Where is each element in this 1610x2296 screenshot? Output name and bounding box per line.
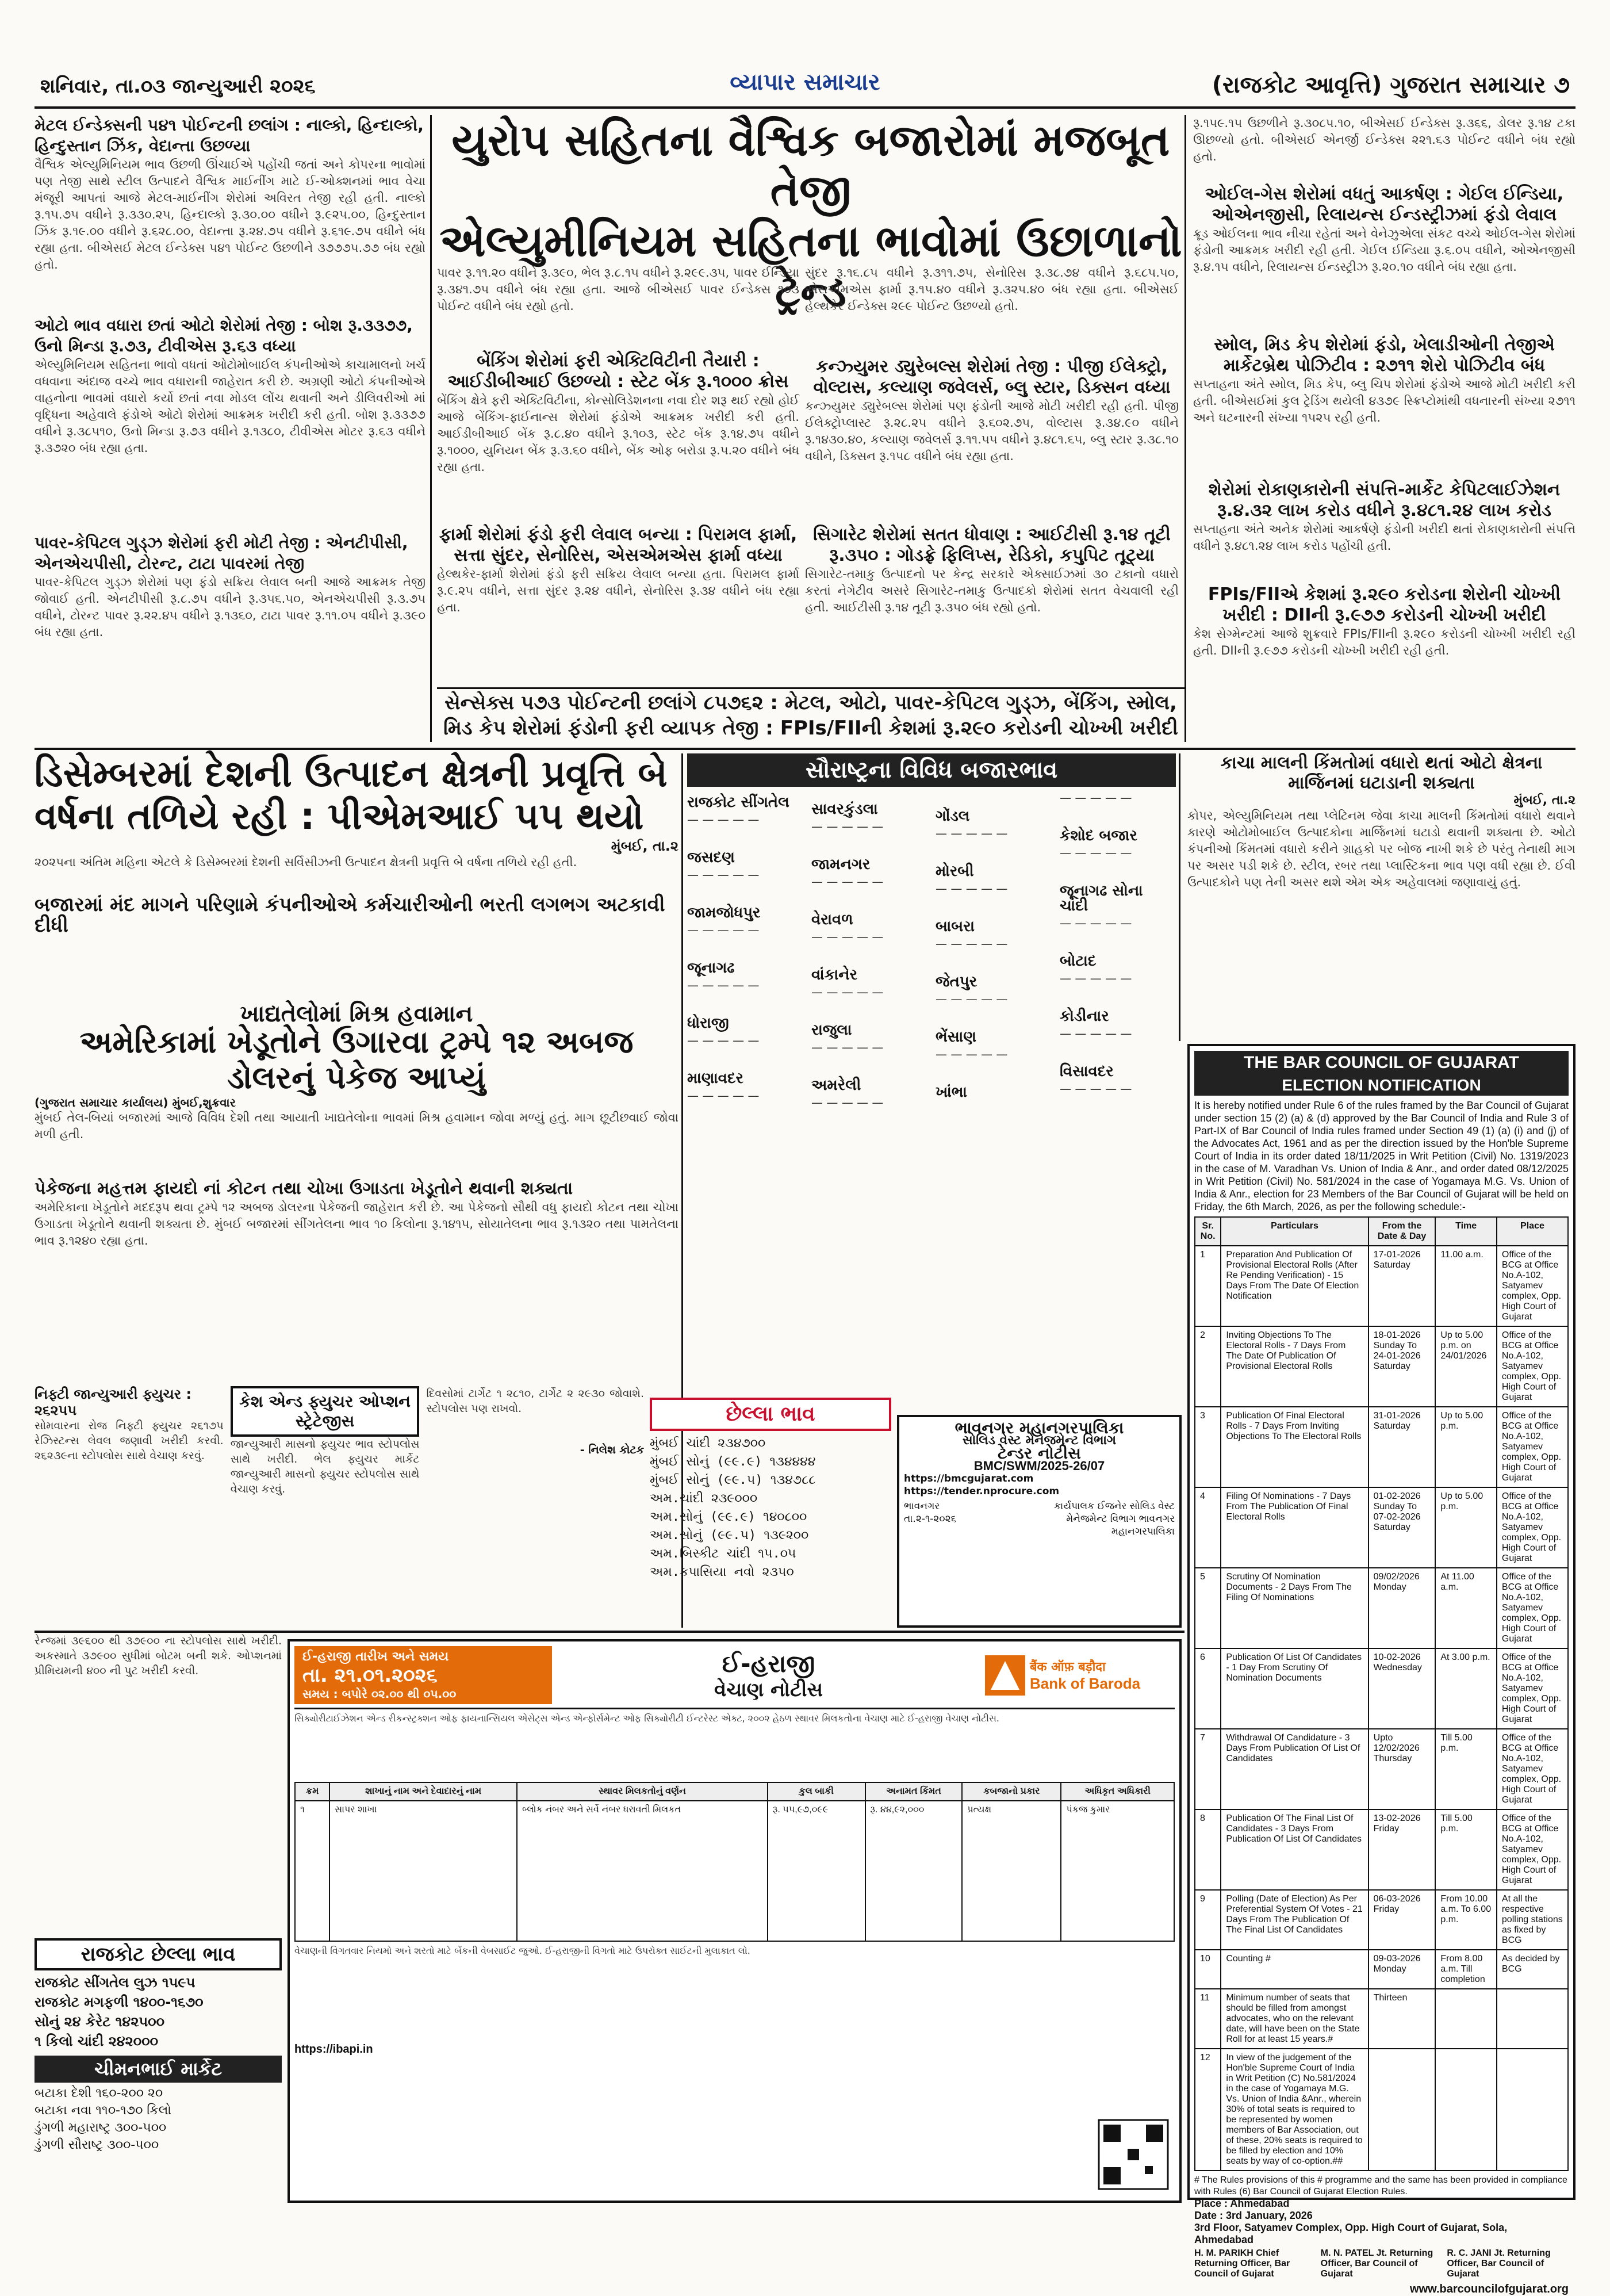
table-row bbox=[1195, 1648, 1568, 1729]
lead-headline-line-1: યુરોપ સહિતના વૈશ્વિક બજારોમાં મજબૂત તેજી bbox=[451, 114, 1170, 216]
bcg-table-header-cell: Sr. No. bbox=[1195, 1217, 1221, 1246]
market-city: ધોરાજી bbox=[687, 1015, 729, 1032]
bcg-table-cell: Scrutiny Of Nomination Documents - 2 Days From The Filing Of Nominations bbox=[1221, 1568, 1368, 1648]
bcg-table-cell: At 3.00 p.m. bbox=[1435, 1648, 1497, 1729]
fertilizer-intro: મુંબઈ તેલ-બિયાં બજારમાં આજે વિવિધ દેશી તથા આયાતી ખાદ્યતેલોના ભાવમાં મિશ્ર હવામાન જોવા મળ્યું હતું. માગ છૂટીછવાઈ જોવા મળી હતી. bbox=[34, 1111, 678, 1142]
bob-th: કબજાનો પ્રકાર bbox=[962, 1782, 1061, 1801]
market-city: સાવરકુંડલા bbox=[811, 801, 878, 818]
bcg-table-cell bbox=[1497, 2049, 1568, 2171]
bcg-table-cell: Inviting Objections To The Electoral Rolls - 7 Days From The Date Of Publication Of Provisional Electoral Rolls bbox=[1221, 1326, 1368, 1407]
pmi-sub: બજારમાં મંદ માગને પરિણામે કંપનીઓએ કર્મચારીઓની ભરતી લગભગ અટકાવી દીધી bbox=[34, 893, 665, 937]
right-column bbox=[1193, 115, 1575, 742]
market-city: ગોંડલ bbox=[936, 808, 970, 825]
market-city: જૂનાગઢ bbox=[687, 959, 735, 977]
bmc-title: ટેન્ડર નોટીસ bbox=[998, 1444, 1081, 1463]
bob-terms: વેચાણની વિગતવાર નિયમો અને શરતો માટે બેંકની વેબસાઈટ જુઓ. ઈ-હરાજીની વિગતો માટે ઉપરોક્ત સાઈટની મુલાકાત લો. bbox=[294, 1945, 750, 1956]
bcg-table-cell: Publication Of Final Electoral Rolls - 7 Days From Inviting Objections To The Electoral Rolls bbox=[1221, 1407, 1368, 1487]
bcg-signatories bbox=[1194, 2248, 1569, 2279]
bob-property-table bbox=[294, 1782, 1175, 1942]
list-item: સોનું ૨૪ કેરેટ ૧૪૨૫૦૦ bbox=[34, 2014, 165, 2030]
bcg-table-cell: Office of the BCG at Office No.A-102, Satyamev complex, Opp. High Court of Gujarat bbox=[1497, 1326, 1568, 1407]
last-prices-title: છેલ્લા ભાવ bbox=[650, 1398, 891, 1431]
list-item: રાજકોટ સીંગતેલ લુઝ ૧૫૯૫ bbox=[34, 1974, 195, 1991]
bob-th: અનામત કિંમત bbox=[865, 1782, 963, 1801]
oil-body: ક્રૂડ ઓઈલના ભાવ નીચા રહેતાં અને વેનેઝુએલા સંકટ વચ્ચે ઓઈલ-ગેસ શેરોમાં ફંડોની આક્રમક ખરીદી રહી હતી. ગેઈલ ઈન્ડિયા રૂ.૬.૦૫ વધીને, ઓએનજીસી રૂ.૪.૧૫ વધીને, રિલાયન્સ ઈન્ડસ્ટ્રીઝ રૂ.૨૦.૧૦ વધીને બંધ રહ્યા હતા. bbox=[1193, 227, 1575, 274]
table-row bbox=[1195, 1487, 1568, 1568]
table-row bbox=[1195, 1989, 1568, 2049]
bcg-schedule-table bbox=[1194, 1216, 1569, 2171]
mcap-kicker: શેરોમાં રોકાણકારોની સંપત્તિ-માર્કેટ કેપિટલાઈઝેશન રૂ.૪.૩૨ લાખ કરોડ વધીને રૂ.૪૮૧.૨૪ લાખ કરોડ bbox=[1208, 480, 1561, 521]
pmi-intro: ૨૦૨૫ના અંતિમ મહિના એટલે કે ડિસેમ્બરમાં દેશની સર્વિસીઝની ઉત્પાદન ક્ષેત્રની પ્રવૃત્તિ બે વર્ષના તળિયે રહી હતી. bbox=[34, 855, 577, 870]
table-row bbox=[295, 1801, 1174, 1941]
lead-col-a bbox=[437, 265, 799, 684]
bob-bank-hindi: बैंक ऑफ़ बड़ौदा bbox=[1030, 1660, 1106, 1674]
mcap-body: સપ્તાહના અંતે અનેક શેરોમાં આકર્ષણે ફંડોની ખરીદી થતાં રોકાણકારોની સંપત્તિ વધીને રૂ.૪૮૧.૨૪ લાખ કરોડ પહોંચી હતી. bbox=[1193, 522, 1575, 553]
bcg-table-cell: Thirteen bbox=[1368, 1989, 1436, 2049]
last-prices-box bbox=[650, 1398, 891, 1628]
bcg-table-header-cell: Place bbox=[1497, 1217, 1568, 1246]
bcg-table-cell: 6 bbox=[1195, 1648, 1221, 1729]
table-row bbox=[1195, 1326, 1568, 1407]
bmc-tender-site[interactable]: https://tender.nprocure.com bbox=[904, 1486, 1060, 1497]
market-city-prices: — — — — — bbox=[1060, 916, 1132, 930]
bob-cell: પંકજ કુમાર bbox=[1061, 1801, 1174, 1941]
bob-intro: સિક્યોરીટાઈઝેશન એન્ડ રીકન્સ્ટ્રક્શન ઓફ ફાયનાન્સિયલ એસેટ્સ એન્ડ એન્ફોર્સમેન્ટ ઓફ સિક્યોરીટી ઈન્ટરેસ્ટ એક્ટ, ૨૦૦૨ હેઠળ સ્થાવર મિલકતોના વેચાણ માટે ઈ-હરાજી વેચાણ નોટીસ. bbox=[294, 1713, 1000, 1724]
list-item: અમ.બિસ્કીટ ચાંદી ૧૫.૦૫ bbox=[650, 1547, 796, 1561]
list-item: અમ.સોનું (૯૯.૯) ૧૪૦૮૦૦ bbox=[650, 1510, 807, 1524]
futures-row bbox=[34, 1386, 644, 1625]
rajkot-intro: રેન્જમાં ૩૯૬૦૦ થી ૩૭૯૦૦ ના સ્ટોપલોસ સાથે ખરીદી. અકસ્માતે ૩૭૯૦૦ સુધીમાં બોટમ બની શકે. ઓપ્શનમાં પ્રીમિયમની ૪૦૦ ની પુટ ખરીદી કરવી. bbox=[34, 1635, 282, 1677]
fpi-kicker: FPIs/FIIએ કેશમાં રૂ.૨૯૦ કરોડના શેરોની ચોખ્ખી ખરીદી : DIIની રૂ.૯૭૭ કરોડની ચોખ્ખી ખરીદી bbox=[1208, 584, 1561, 625]
market-city: ખાંભા bbox=[936, 1084, 967, 1101]
bcg-table-cell: Polling (Date of Election) As Per Preferential System Of Votes - 21 Days From The Publication Of The Final List Of Candidates bbox=[1221, 1890, 1368, 1950]
table-row bbox=[1195, 2049, 1568, 2171]
market-city-prices: — — — — — bbox=[936, 1047, 1008, 1061]
masthead-date: શનિવાર, તા.૦૩ જાન્યુઆરી ૨૦૨૬ bbox=[40, 75, 316, 98]
market-city-prices: — — — — — bbox=[687, 1034, 760, 1047]
bcg-signatory: R. C. JANI Jt. Returning Officer, Bar Council of Gujarat bbox=[1447, 2248, 1551, 2279]
bcg-table-cell: 11 bbox=[1195, 1989, 1221, 2049]
market-city: રાજકોટ સીંગતેલ bbox=[687, 794, 789, 811]
market-city: બાબરા bbox=[936, 918, 975, 935]
bcg-table-cell: Withdrawal Of Candidature - 3 Days From Publication Of List Of Candidates bbox=[1221, 1729, 1368, 1809]
market-city: રાજુલા bbox=[811, 1021, 852, 1039]
bcg-table-cell: 5 bbox=[1195, 1568, 1221, 1648]
cigarette-body: સિગારેટ-તમાકુ ઉત્પાદનો પર કેન્દ્ર સરકારે એક્સાઈઝમાં ૩૦ ટકાનો વધારો કરતાં નેગેટીવ અસરે સિગારેટ-તમાકુ ઉત્પાદકો શેરોમાં સતત વેચવાલી રહી હતી. આઈટીસી રૂ.૧૪ તૂટી રૂ.૩૫૦ બંધ રહ્યો હતો. bbox=[805, 567, 1179, 614]
list-item: અમ.કપાસિયા નવો ૨૩૫૦ bbox=[650, 1565, 794, 1579]
bcg-table-cell: At 11.00 a.m. bbox=[1435, 1568, 1497, 1648]
bob-logo-icon bbox=[985, 1655, 1025, 1696]
fertilizer-story bbox=[34, 1001, 678, 1383]
bcg-table-cell: Office of the BCG at Office No.A-102, Satyamev complex, Opp. High Court of Gujarat bbox=[1497, 1809, 1568, 1890]
market-city: જેતપુર bbox=[936, 973, 977, 990]
market-city-prices: — — — — — bbox=[936, 992, 1008, 1006]
rajkot-column bbox=[34, 1633, 282, 2209]
lead-body-b: સુંદર રૂ.૧૬.૮૫ વધીને રૂ.૩૧૧.૭૫, સેનોરિસ રૂ.૩૮.૭૪ વધીને રૂ.૬૮૫.૫૦, એસએમએસ ફાર્મા રૂ.૧૫.૪૦ વધીને રૂ.૩૨૫.૪૦ બંધ રહ્યા હતા. બીએસઈ હેલ્થકેર ઈન્ડેક્સ ૨૯૯ પોઈન્ટ ઉછળ્યો હતો. bbox=[805, 266, 1179, 313]
bcg-table-cell: 2 bbox=[1195, 1326, 1221, 1407]
bob-cell: પ્રત્યક્ષ bbox=[962, 1801, 1061, 1941]
market-city-prices: — — — — — bbox=[936, 882, 1008, 896]
consumer-kicker: કન્ઝ્યુમર ડ્યુરેબલ્સ શેરોમાં તેજી : પીજી ઈલેક્ટ્રો, વોલ્ટાસ, કલ્યાણ જવેલર્સ, બ્લુ સ્ટાર, ડિક્સન વધ્યા bbox=[813, 357, 1171, 397]
market-city-prices: — — — — — bbox=[811, 930, 884, 944]
metal-price-dateline: મુંબઈ, તા.૨ bbox=[1513, 793, 1575, 808]
metal-price-body: કોપર, એલ્યુમિનિયમ તથા પ્લેટિનમ જેવા કાચા માલની કિંમતોમાં વધારો થવાને કારણે ઓટોમોબાઈલ ઉત્પાદકોના માર્જિનમાં ઘટાડો થવાની શક્યતા છે. ઓટો કંપનીઓ કિંમતમાં વધારો કરીને ગ્રાહકો પર બોજ નાખી શકે છે પરંતુ તેનાથી માગ પર અસર પડી શકે છે. સ્ટીલ, રબર તથા પ્લાસ્ટિકના ભાવ પણ વધી રહ્યા છે. ઈવી ઉત્પાદકોને પણ તેની અસર થશે એમ એક અહેવાલમાં જણાવાયું હતું. bbox=[1187, 809, 1575, 889]
edition-label: (રાજકોટ આવૃત્તિ) ગુજરાત સમાચાર ૭ bbox=[1212, 72, 1570, 98]
bob-cell: રૂ. ૫૫,૯૭,૦૯૯ bbox=[768, 1801, 865, 1941]
column-divider bbox=[430, 115, 432, 742]
bcg-table-cell: Office of the BCG at Office No.A-102, Satyamev complex, Opp. High Court of Gujarat bbox=[1497, 1246, 1568, 1326]
market-city-prices: — — — — — bbox=[1060, 846, 1132, 860]
bob-bank-name: Bank of Baroda bbox=[1030, 1675, 1141, 1692]
bcg-table-cell: 09/02/2026 Monday bbox=[1368, 1568, 1436, 1648]
table-row bbox=[1195, 1246, 1568, 1326]
metal-kicker: મેટલ ઈન્ડેક્સની ૫૪૧ પોઈન્ટની છલાંગ : નાલ્કો, હિન્દાલ્કો, હિન્દુસ્તાન ઝિંક, વેદાન્તા ઉછળ્યા bbox=[34, 116, 424, 155]
market-city: વાંકાનેર bbox=[811, 966, 858, 984]
bottom-rule bbox=[34, 1631, 1184, 1633]
bmc-ref: BMC/SWM/2025-26/07 bbox=[973, 1459, 1105, 1473]
bcg-table-cell: Preparation And Publication Of Provisional Electoral Rolls (After Re Pending Verification) - 15 Days From The Date Of Election Notification bbox=[1221, 1246, 1368, 1326]
market-city-prices: — — — — — bbox=[811, 985, 884, 999]
table-row bbox=[1195, 1729, 1568, 1809]
bcg-website[interactable]: www.barcouncilofgujarat.org bbox=[1410, 2283, 1569, 2295]
bcg-table-cell bbox=[1368, 2049, 1436, 2171]
bcg-table-cell: 9 bbox=[1195, 1890, 1221, 1950]
list-item: બટાકા નવા ૧૧૦-૧૭૦ કિલો bbox=[34, 2103, 171, 2118]
bob-th: કુલ બાકી bbox=[768, 1782, 865, 1801]
bob-cell: રૂ. ૪૪,૯૨,૦૦૦ bbox=[865, 1801, 963, 1941]
bcg-table-cell bbox=[1497, 1989, 1568, 2049]
futures-left bbox=[34, 1386, 224, 1625]
bob-date-block bbox=[294, 1646, 552, 1704]
bob-cell: સાપર શાખા bbox=[329, 1801, 517, 1941]
market-city: બોટાદ bbox=[1060, 952, 1097, 970]
list-item: મુંબઈ ચાંદી ૨૩૪૭૦૦ bbox=[650, 1436, 766, 1451]
list-item: ડુંગળી સૌરાષ્ટ્ર ૩૦૦-૫૦૦ bbox=[34, 2138, 159, 2152]
table-row bbox=[1195, 1950, 1568, 1989]
bob-th: સ્થાવર મિલકતોનું વર્ણન bbox=[517, 1782, 768, 1801]
bcg-table-cell: Minimum number of seats that should be filled from amongst advocates, who on the relevant date, will have been on the State Roll for at least 15 years.# bbox=[1221, 1989, 1368, 2049]
bmc-date: તા.૨-૧-૨૦૨૬ bbox=[904, 1513, 957, 1525]
bcg-table-cell: 31-01-2026 Saturday bbox=[1368, 1407, 1436, 1487]
bcg-table-cell: Publication Of The Final List Of Candidates - 3 Days From Publication Of List Of Candidates bbox=[1221, 1809, 1368, 1890]
bcg-table-cell: Up to 5.00 p.m. bbox=[1435, 1487, 1497, 1568]
section-rule bbox=[34, 748, 1575, 750]
pmi-story bbox=[34, 753, 678, 1001]
bcg-table-cell: Publication Of List Of Candidates - 1 Day From Scrutiny Of Nomination Documents bbox=[1221, 1648, 1368, 1729]
bmc-org: ભાવનગર મહાનગરપાલિકા bbox=[954, 1418, 1124, 1437]
market-city: અમરેલી bbox=[811, 1077, 861, 1094]
chimanbhai-title: ચીમનભાઈ માર્કેટ bbox=[34, 2056, 282, 2083]
bob-th: શાખાનું નામ અને દેવાદારનું નામ bbox=[329, 1782, 517, 1801]
table-row bbox=[1195, 1568, 1568, 1648]
bcg-table-cell: Office of the BCG at Office No.A-102, Satyamev complex, Opp. High Court of Gujarat bbox=[1497, 1487, 1568, 1568]
bcg-table-cell: Office of the BCG at Office No.A-102, Satyamev complex, Opp. High Court of Gujarat bbox=[1497, 1729, 1568, 1809]
cigarette-kicker: સિગારેટ શેરોમાં સતત ધોવાણ : આઈટીસી રૂ.૧૪ તૂટી રૂ.૩૫૦ : ગોડફ્રે ફિલિપ્સ, રેડિકો, કપુપિટ તૂટ્યા bbox=[813, 525, 1171, 565]
bcg-table-cell: 17-01-2026 Saturday bbox=[1368, 1246, 1436, 1326]
section-title: વ્યાપાર સમાચાર bbox=[730, 69, 880, 95]
fertilizer-kicker: ખાદ્યતેલોમાં મિશ્ર હવામાન bbox=[240, 1001, 473, 1027]
bcg-signatory: H. M. PARIKH Chief Returning Officer, Bar Council of Gujarat bbox=[1194, 2248, 1290, 2279]
pmi-headline: ડિસેમ્બરમાં દેશની ઉત્પાદન ક્ષેત્રની પ્રવૃત્તિ બે વર્ષના તળિયે રહી : પીએમઆઈ ૫૫ થયો bbox=[34, 753, 668, 838]
bcg-intro: It is hereby notified under Rule 6 of the rules framed by the Bar Council of Gujarat under section 15 (2) (a) & (d) approved by the Bar Council of India and Rule 3 of Part-IX of Bar Council of India rules framed under Section 49 (1) (a) (i) and (j) of the Advocates Act, 1961 and as per the direction issued by the Hon'ble Supreme Court of India in its order dated 18/11/2025 in Writ Petition (Civil) No. 1319/2023 in the case of M. Varadhan Vs. Union of India & Anr., and order dated 08/12/2025 in Writ Petition (Civil) No. 581/2024 in the case of Yogamaya M.G. Vs. Union of India & Anr., election for 23 Members of the Bar Council of Gujarat will be held on Friday, the 6th March, 2026, as per the following schedule:- bbox=[1194, 1100, 1569, 1212]
last-prices-list bbox=[650, 1434, 891, 1582]
bcg-subtitle: ELECTION NOTIFICATION bbox=[1194, 1075, 1569, 1096]
bob-th: અધિકૃત અધિકારી bbox=[1061, 1782, 1174, 1801]
bcg-table-header bbox=[1195, 1217, 1568, 1246]
market-city-prices: — — — — — bbox=[1060, 791, 1132, 805]
futures-body: જાન્યુઆરી માસનો ફ્યુચર ભાવ સ્ટોપલોસ સાથે ખરીદી. ભેલ ફ્યુચર માર્કેટ જાન્યુઆરી માસનો ફ્યુચર સ્ટોપલોસ સાથે વેચાણ કરવું. bbox=[230, 1438, 420, 1495]
bcg-table-cell: Up to 5.00 p.m. bbox=[1435, 1407, 1497, 1487]
sensex-banner: સેન્સેક્સ ૫૭૩ પોઈન્ટની છલાંગે ૮૫૭૬૨ : મેટલ, ઓટો, પાવર-કેપિટલ ગુડ્ઝ, બેંકિંગ, સ્મોલ, મિડ કેપ શેરોમાં ફંડોની ફરી વ્યાપક તેજી : FPIs/FIIની કેશમાં રૂ.૨૯૦ કરોડની ચોખ્ખી ખરીદી bbox=[443, 691, 1178, 740]
bcg-table-cell: 06-03-2026 Friday bbox=[1368, 1890, 1436, 1950]
metal-price-story bbox=[1187, 753, 1575, 1041]
market-city: મોરબી bbox=[936, 863, 974, 880]
market-city: માણાવદર bbox=[687, 1070, 743, 1087]
market-city-prices: — — — — — bbox=[687, 1089, 760, 1103]
bob-website[interactable]: https://ibapi.in bbox=[294, 2043, 373, 2056]
bob-auction: ઈ-હરાજી bbox=[722, 1649, 815, 1678]
table-row bbox=[1195, 1890, 1568, 1950]
bob-title-block bbox=[559, 1650, 978, 1701]
bank-body: બેંકિંગ ક્ષેત્રે ફરી એક્ટિવિટીના, કોન્સોલિડેશનના નવા દોર શરૂ થઈ રહ્યો હોઈ આજે બેંકિંગ-ફાઈનાન્સ શેરોમાં ફંડોએ આક્રમક ખરીદી કરી હતી. આઈડીબીઆઈ બેંક રૂ.૮.૪૦ વધીને રૂ.૧૦૩, સ્ટેટ બેંક રૂ.૧૪.૭૫ વધીને રૂ.૧૦૦૦, યુનિયન બેંક રૂ.૩.૬૦ વધીને, બેંક ઓફ બરોડા રૂ.૫.૨૦ વધીને બંધ રહ્યા હતા. bbox=[437, 393, 799, 474]
right-body-a: રૂ.૧૫૯.૧૫ ઉછળીને રૂ.૩૦૮૫.૧૦, બીએસઈ ઈન્ડેક્સ રૂ.૩૬૬, ડોલર રૂ.૧૪ ટકા ઊછળ્યો હતો. બીએસઈ એનર્જી ઈન્ડેક્સ ૨૨૧.૬૩ પોઈન્ટ વધીને બંધ રહ્યો હતો. bbox=[1193, 116, 1575, 163]
bob-notice bbox=[288, 1639, 1182, 2203]
bob-time: સમય : બપોરે ૦૨.૦૦ થી ૦૫.૦૦ bbox=[302, 1687, 457, 1701]
bcg-table-cell: As decided by BCG bbox=[1497, 1950, 1568, 1989]
auto-body: એલ્યુમિનિયમ સહિતના ભાવો વધતાં ઓટોમોબાઈલ કંપનીઓએ કાચામાલનો ખર્ચ વધવાના અંદાજ વચ્ચે ભાવ વધારાની જાહેરાત કરી છે. અગ્રણી ઓટો કંપનીઓએ વાહનોના ભાવમાં વધારો કર્યો છતાં નવા મોડલ લોંચ થવાની અને ડીલિવરીઓ માં વૃદ્ધિના અહેવાલે ફંડોએ ઓટો શેરોમાં આક્રમક ખરીદી કરી હતી. બોશ રૂ.૩૩૭૭ વધીને રૂ.૩૮૫૧૦, ઉનો મિન્ડા રૂ.૭૩ વધીને રૂ.૧૩૮૦, ટીવીએસ મોટર રૂ.૬૩ વધીને રૂ.૩૭૨૦ બંધ રહ્યા હતા. bbox=[34, 358, 425, 455]
rajkot-title: રાજકોટ છેલ્લા ભાવ bbox=[34, 1938, 282, 1970]
market-city: વિસાવદર bbox=[1060, 1063, 1114, 1080]
bcg-table-cell: 3 bbox=[1195, 1407, 1221, 1487]
bcg-table-cell: Filing Of Nominations - 7 Days From The Publication Of Final Electoral Rolls bbox=[1221, 1487, 1368, 1568]
qr-code-icon[interactable] bbox=[1099, 2120, 1168, 2189]
fertilizer-body: અમેરિકાના ખેડૂતોને મદદરૂપ થવા ટ્રમ્પે ૧૨ અબજ ડોલરના પેકેજની જાહેરાત કરી છે. આ પેકેજનો સૌથી વધુ ફાયદો કોટન તથા ચોખા ઉગાડતા ખેડૂતોને થવાની શક્યતા છે. મુંબઈ બજારમાં સીંગતેલના ભાવ ૧૦ કિલોના રૂ.૧૪૧૫, સોયાતેલના ભાવ રૂ.૧૩૨૦ તથા પામતેલના ભાવ રૂ.૧૨૪૦ રહ્યા હતા. bbox=[34, 1200, 678, 1248]
power-body: પાવર-કેપિટલ ગુડ્ઝ શેરોમાં પણ ફંડો સક્રિય લેવાલ બની આજે આક્રમક તેજી જોવાઈ હતી. એનટીપીસી રૂ.૮.૭૫ વધીને રૂ.૩૫૬.૫૦, એનએચપીસી રૂ.૩.૭૫ વધીને, ટોરન્ટ પાવર રૂ.૨૨.૪૫ વધીને રૂ.૧૩૬૦, ટાટા પાવર રૂ.૧૧.૦૫ વધીને રૂ.૩૯૦ બંધ રહ્યા હતા. bbox=[34, 575, 425, 639]
market-city: કોડીનાર bbox=[1060, 1008, 1109, 1025]
market-city: જૂનાગઢ સોના ચાંદી bbox=[1060, 882, 1143, 914]
bcg-table-cell bbox=[1435, 1989, 1497, 2049]
market-city-prices: — — — — — bbox=[936, 826, 1008, 840]
lead-col-b bbox=[805, 265, 1179, 684]
rajkot-list bbox=[34, 1973, 282, 2051]
fertilizer-dateline: (ગુજરાત સમાચાર કાર્યાલય) મુંબઈ,શુક્રવાર bbox=[34, 1096, 236, 1110]
market-prices-title: સૌરાષ્ટ્રના વિવિધ બજારભાવ bbox=[687, 753, 1176, 787]
bank-kicker: બેંકિંગ શેરોમાં ફરી એક્ટિવિટીની તૈયારી : આઈડીબીઆઈ ઉછળ્યો : સ્ટેટ બેંક રૂ.૧૦૦૦ ક્રોસ bbox=[447, 351, 789, 392]
bob-cell: બ્લોક નંબર અને સર્વે નંબર ધરાવતી મિલકત bbox=[517, 1801, 768, 1941]
bcg-table-cell: Till 5.00 p.m. bbox=[1435, 1809, 1497, 1890]
market-city-prices: — — — — — bbox=[687, 978, 760, 992]
bob-logo bbox=[985, 1655, 1175, 1696]
bcg-address: 3rd Floor, Satyamev Complex, Opp. High Court of Gujarat, Sola, Ahmedabad bbox=[1194, 2222, 1508, 2245]
fertilizer-sub: પેકેજના મહત્તમ ફાયદો નાં કોટન તથા ચોખા ઉગાડતા ખેડૂતોને થવાની શક્યતા bbox=[34, 1178, 573, 1199]
market-city: વેરાવળ bbox=[811, 911, 853, 928]
power-kicker: પાવર-કેપિટલ ગુડ્ઝ શેરોમાં ફરી મોટી તેજી : એનટીપીસી, એનએચપીસી, ટોરન્ટ, ટાટા પાવરમાં તેજી bbox=[34, 533, 408, 573]
bmc-footer bbox=[904, 1500, 1175, 1538]
list-item: ડુંગળી મહારાષ્ટ્ર ૩૦૦-૫૦૦ bbox=[34, 2121, 167, 2135]
bcg-table-cell: 10 bbox=[1195, 1950, 1221, 1989]
pharma-kicker: ફાર્મા શેરોમાં ફંડો ફરી લેવાલ બન્યા : પિરામલ ફાર્મા, સત્તા સુંદર, સેનોરિસ, એસએમએસ ફાર્મા વધ્યા bbox=[439, 525, 798, 565]
masthead-rule bbox=[34, 106, 1575, 109]
bob-cell: ૧ bbox=[295, 1801, 329, 1941]
market-city: ભેંસાણ bbox=[936, 1028, 976, 1046]
bcg-table-cell: Office of the BCG at Office No.A-102, Satyamev complex, Opp. High Court of Gujarat bbox=[1497, 1568, 1568, 1648]
bcg-table-cell: From 10.00 a.m. To 6.00 p.m. bbox=[1435, 1890, 1497, 1950]
bcg-table-cell: 12 bbox=[1195, 2049, 1221, 2171]
market-city-prices: — — — — — bbox=[687, 813, 760, 826]
market-city: જામનગર bbox=[811, 856, 871, 873]
consumer-body: કન્ઝ્યુમર ડ્યુરેબલ્સ શેરોમાં પણ ફંડોની આજે મોટી ખરીદી રહી હતી. પીજી ઈલેક્ટ્રોપ્લાસ્ટ રૂ.૨૮.૨૫ વધીને રૂ.૬૦૨.૭૫, વોલ્ટાસ રૂ.૩૪.૯૦ વધીને રૂ.૧૪૩૦.૪૦, કલ્યાણ જવેલર્સ રૂ.૧૧.૫૫ વધીને રૂ.૪૮૧.૬૫, બ્લુ સ્ટાર રૂ.૩૮.૧૦ વધીને, ડિક્સન રૂ.૧૫૮ વધીને બંધ રહ્યા હતા. bbox=[805, 399, 1179, 463]
list-item: મુંબઈ સોનું (૯૯.૯) ૧૩૪૪૪૪ bbox=[650, 1455, 816, 1469]
bcg-table-cell: 13-02-2026 Friday bbox=[1368, 1809, 1436, 1890]
smallcap-kicker: સ્મોલ, મિડ કેપ શેરોમાં ફંડો, ખેલાડીઓની તેજીએ માર્કેટબ્રેથ પોઝિટીવ : ૨૭૧૧ શેરો પોઝિટીવ બંધ bbox=[1214, 335, 1555, 376]
bmc-dept: સોલિડ વેસ્ટ મેનેજમેન્ટ વિભાગ bbox=[962, 1433, 1117, 1448]
bcg-table-cell: 1 bbox=[1195, 1246, 1221, 1326]
market-city-prices: — — — — — bbox=[687, 923, 760, 937]
market-city-prices: — — — — — bbox=[811, 875, 884, 889]
bcg-table-cell: Till 5.00 p.m. bbox=[1435, 1729, 1497, 1809]
futures-right-body: દિવસોમાં ટાર્ગેટ ૧ ૨૮૧૦, ટાર્ગેટ ૨ ૨૯૩૦ જોવાશે. સ્ટોપલોસ પણ રાખવો. bbox=[426, 1387, 644, 1415]
market-city: કેશોદ બજાર bbox=[1060, 827, 1137, 844]
list-item: અમ.ચાંદી ૨૩૯૦૦૦ bbox=[650, 1491, 758, 1506]
bmc-website[interactable]: https://bmcgujarat.com bbox=[904, 1473, 1034, 1484]
left-column bbox=[34, 115, 425, 736]
column-divider bbox=[1184, 115, 1186, 742]
bcg-place: Place : Ahmedabad bbox=[1194, 2198, 1290, 2209]
lead-headline-line-2: એલ્યુમીનિયમ સહિતના ભાવોમાં ઉછાળાનો ટ્રેન્ડ bbox=[439, 215, 1182, 317]
bcg-table-cell bbox=[1435, 2049, 1497, 2171]
lead-body-a: પાવર રૂ.૧૧.૨૦ વધીને રૂ.૩૯૦, ભેલ રૂ.૮.૧૫ વધીને રૂ.૨૯૯.૩૫, પાવર ઈન્ડિયા રૂ.૩૪૧.૭૫ વધીને બંધ રહ્યા હતા. આજે બીએસઈ પાવર ઈન્ડેક્સ ૧૦૩ પોઈન્ટ વધીને બંધ રહ્યો હતો. bbox=[437, 266, 799, 313]
bcg-title: THE BAR COUNCIL OF GUJARAT bbox=[1194, 1051, 1569, 1075]
list-item: ૧ કિલો ચાંદી ૨૪૨૦૦૦ bbox=[34, 2033, 159, 2049]
table-row bbox=[1195, 1407, 1568, 1487]
bcg-table-cell: 8 bbox=[1195, 1809, 1221, 1890]
fpi-body: કેશ સેગ્મેન્ટમાં આજે શુક્રવારે FPIs/FIIની રૂ.૨૯૦ કરોડની ચોખ્ખી ખરીદી રહી હતી. DIIની રૂ.૯૭૭ કરોડની ચોખ્ખી ખરીદી રહી હતી. bbox=[1193, 627, 1575, 657]
bcg-table-cell: Counting # bbox=[1221, 1950, 1368, 1989]
bmc-place: ભાવનગર bbox=[904, 1501, 940, 1512]
bcg-table-header-cell: Particulars bbox=[1221, 1217, 1368, 1246]
bob-date: તા. ૨૧.૦૧.૨૦૨૬ bbox=[302, 1664, 438, 1687]
chimanbhai-list bbox=[34, 2085, 282, 2154]
bcg-table-cell: Upto 12/02/2026 Thursday bbox=[1368, 1729, 1436, 1809]
market-city-prices: — — — — — bbox=[1060, 971, 1132, 985]
bmc-place-date bbox=[904, 1500, 956, 1538]
bcg-table-cell: 01-02-2026 Sunday To 07-02-2026 Saturday bbox=[1368, 1487, 1436, 1568]
oil-kicker: ઓઈલ-ગેસ શેરોમાં વધતું આકર્ષણ : ગેઈલ ઈન્ડિયા, ઓએનજીસી, રિલાયન્સ ઈન્ડસ્ટ્રીઝમાં ફંડો લેવાલ bbox=[1205, 184, 1564, 225]
bob-title: ઈ-હરાજી તારીખ અને સમય bbox=[302, 1650, 449, 1664]
auto-kicker: ઓટો ભાવ વધારા છતાં ઓટો શેરોમાં તેજી : બોશ રૂ.૩૩૭૭, ઉનો મિન્ડા રૂ.૭૩, ટીવીએસ રૂ.૬૩ વધ્યા bbox=[34, 316, 413, 355]
list-item: અમ.સોનું (૯૯.૫) ૧૩૯૨૦૦ bbox=[650, 1528, 809, 1543]
fertilizer-headline: અમેરિકામાં ખેડૂતોને ઉગારવા ટ્રમ્પે ૧૨ અબજ ડોલરનું પેકેજ આપ્યું bbox=[79, 1024, 634, 1096]
market-city-list bbox=[687, 787, 1176, 1115]
bcg-table-cell: In view of the judgement of the Hon'ble Supreme Court of India in Writ Petition (C) No.581/2024 in the case of Yogamaya M.G. Vs. Union of India &Anr., wherein 30% of total seats is required to be represented by women members of Bar Association, out of these, 20% seats is required to be filled by election and 10% seats by way of co-option.## bbox=[1221, 2049, 1368, 2171]
market-city-prices: — — — — — bbox=[1060, 1082, 1132, 1096]
market-city-prices: — — — — — bbox=[811, 1096, 884, 1109]
sensex-rule bbox=[437, 687, 1184, 689]
bcg-notice bbox=[1187, 1044, 1575, 2295]
futures-title: કેશ એન્ડ ફ્યુચર ઓપ્શન સ્ટ્રેટેજીસ bbox=[231, 1386, 420, 1437]
bcg-signatory: M. N. PATEL Jt. Returning Officer, Bar Council of Gujarat bbox=[1320, 2248, 1433, 2279]
bcg-table-body bbox=[1195, 1246, 1568, 2171]
bob-header bbox=[294, 1646, 1175, 1709]
futures-mid bbox=[231, 1386, 420, 1625]
nifty-body: સોમવારના રોજ નિફ્ટી ફ્યુચર ૨૬૧૭૫ રેઝિસ્ટન્સ લેવલ જણાવી ખરીદી કરવી. ૨૬૨૩૯ના સ્ટોપલોસ સાથે વેચાણ કરવું. bbox=[34, 1419, 224, 1462]
list-item: મુંબઈ સોનું (૯૯.૫) ૧૩૪૭૮૮ bbox=[650, 1473, 816, 1487]
bcg-table-cell: Office of the BCG at Office No.A-102, Satyamev complex, Opp. High Court of Gujarat bbox=[1497, 1648, 1568, 1729]
market-city-prices: — — — — — bbox=[687, 868, 760, 882]
bcg-table-cell: 11.00 a.m. bbox=[1435, 1246, 1497, 1326]
bob-th: ક્રમ bbox=[295, 1782, 329, 1801]
bcg-date: Date : 3rd January, 2026 bbox=[1194, 2210, 1313, 2221]
market-city-prices: — — — — — bbox=[1060, 1027, 1132, 1040]
bmc-tender-notice bbox=[897, 1415, 1182, 1628]
futures-story bbox=[34, 1386, 644, 1628]
list-item: બટાકા દેશી ૧૬૦-૨૦૦ ૨૦ bbox=[34, 2086, 163, 2100]
bmc-signoff: કાર્યપાલક ઈજનેર સોલિડ વેસ્ટ મેનેજમેન્ટ વિભાગ ભાવનગર મહાનગરપાલિકા bbox=[1054, 1501, 1175, 1537]
bob-notice-title: વેચાણ નોટીસ bbox=[714, 1678, 823, 1701]
nifty-futures: નિફ્ટી જાન્યુઆરી ફ્યુચર : ૨૬૨૫૫ bbox=[34, 1386, 192, 1418]
market-city-prices: — — — — — bbox=[936, 937, 1008, 951]
bcg-table-header-cell: From the Date & Day bbox=[1368, 1217, 1436, 1246]
market-city-prices: — — — — — bbox=[811, 820, 884, 833]
bcg-table-cell: 7 bbox=[1195, 1729, 1221, 1809]
pharma-body: હેલ્થકેર-ફાર્મા શેરોમાં ફંડો ફરી સક્રિય લેવાલ બન્યા હતા. પિરામલ ફાર્મા રૂ.૯.૨૫ વધીને, સત્તા સુંદર રૂ.૨૪ વધીને, સેનોરિસ રૂ.૩૪ વધીને બંધ રહ્યા હતા. bbox=[437, 567, 799, 614]
bcg-table-cell: At all the respective polling stations as fixed by BCG bbox=[1497, 1890, 1568, 1950]
futures-author: - નિલેશ કોટક bbox=[580, 1444, 644, 1456]
bcg-table-cell: 10-02-2026 Wednesday bbox=[1368, 1648, 1436, 1729]
metal-body: વૈશ્વિક એલ્યુમિનિયમ ભાવ ઉછળી ઊંચાઈએ પહોંચી જતાં અને કોપરના ભાવોમાં પણ તેજી સાથે સ્ટીલ ઉત્પાદને વૈશ્વિક માઈનીંગ માટે ઈ-ઓક્શનમાં ભાવ વેચા મંજૂરી આપતાં આજે મેટલ-માઈનીંગ શેરોમાં અવિરત તેજી રહી હતી. નાલ્કો રૂ.૧૫.૭૫ વધીને રૂ.૩૩૦.૨૫, હિન્દાલ્કો રૂ.૩૦.૦૦ વધીને રૂ.૯૨૫.૦૦, હિન્દુસ્તાન ઝિંક રૂ.૧૯.૦૦ વધીને રૂ.૬૨૮.૦૦, વેદાન્તા રૂ.૨૪.૭૫ વધીને રૂ.૬૧૯.૭૫ વધીને બંધ રહ્યા હતા. બીએસઈ મેટલ ઈન્ડેક્સ ૫૪૧ પોઈન્ટ ઉછળીને ૩૭૭૭૫.૭૭ બંધ રહ્યો હતો. bbox=[34, 158, 425, 271]
smallcap-body: સપ્તાહના અંતે સ્મોલ, મિડ કેપ, બ્લુ ચિપ શેરોમાં ફંડોએ આજે મોટી ખરીદી કરી હતી. બીએસઈમાં કુલ ટ્રેડિંગ થયેલી ૪૩૭૯ સ્ક્રિપ્ટોમાંથી વધનારની સંખ્યા ૨૭૧૧ અને ઘટનારની સંખ્યા ૧૫૨૫ રહી હતી. bbox=[1193, 377, 1575, 424]
column-divider bbox=[1179, 753, 1180, 1041]
market-city: જસદણ bbox=[687, 849, 735, 866]
bcg-table-cell: 18-01-2026 Sunday To 24-01-2026 Saturday bbox=[1368, 1326, 1436, 1407]
bcg-table-cell: 4 bbox=[1195, 1487, 1221, 1568]
metal-price-headline: કાચા માલની કિંમતોમાં વધારો થતાં ઓટો ક્ષેત્રના માર્જિનમાં ઘટાડાની શક્યતા bbox=[1220, 753, 1543, 793]
bcg-table-cell: Up to 5.00 p.m. on 24/01/2026 bbox=[1435, 1326, 1497, 1407]
bcg-footnote: # The Rules provisions of this # programme and the same has been provided in compliance with Rules (6) Bar Council of Gujarat Election Rules. bbox=[1194, 2175, 1567, 2196]
bcg-table-header-cell: Time bbox=[1435, 1217, 1497, 1246]
bcg-table-cell: From 8.00 a.m. Till completion bbox=[1435, 1950, 1497, 1989]
bcg-table-cell: 09-03-2026 Monday bbox=[1368, 1950, 1436, 1989]
futures-right bbox=[426, 1386, 644, 1625]
bob-logo-text bbox=[1030, 1658, 1140, 1693]
pmi-dateline: મુંબઈ, તા.૨ bbox=[611, 838, 678, 855]
market-city-prices: — — — — — bbox=[811, 1040, 884, 1054]
market-city: જામજોધપુર bbox=[687, 904, 761, 921]
bcg-table-cell: Office of the BCG at Office No.A-102, Satyamev complex, Opp. High Court of Gujarat bbox=[1497, 1407, 1568, 1487]
table-row bbox=[1195, 1809, 1568, 1890]
list-item: રાજકોટ મગફળી ૧૪૦૦-૧૬૭૦ bbox=[34, 1994, 204, 2010]
